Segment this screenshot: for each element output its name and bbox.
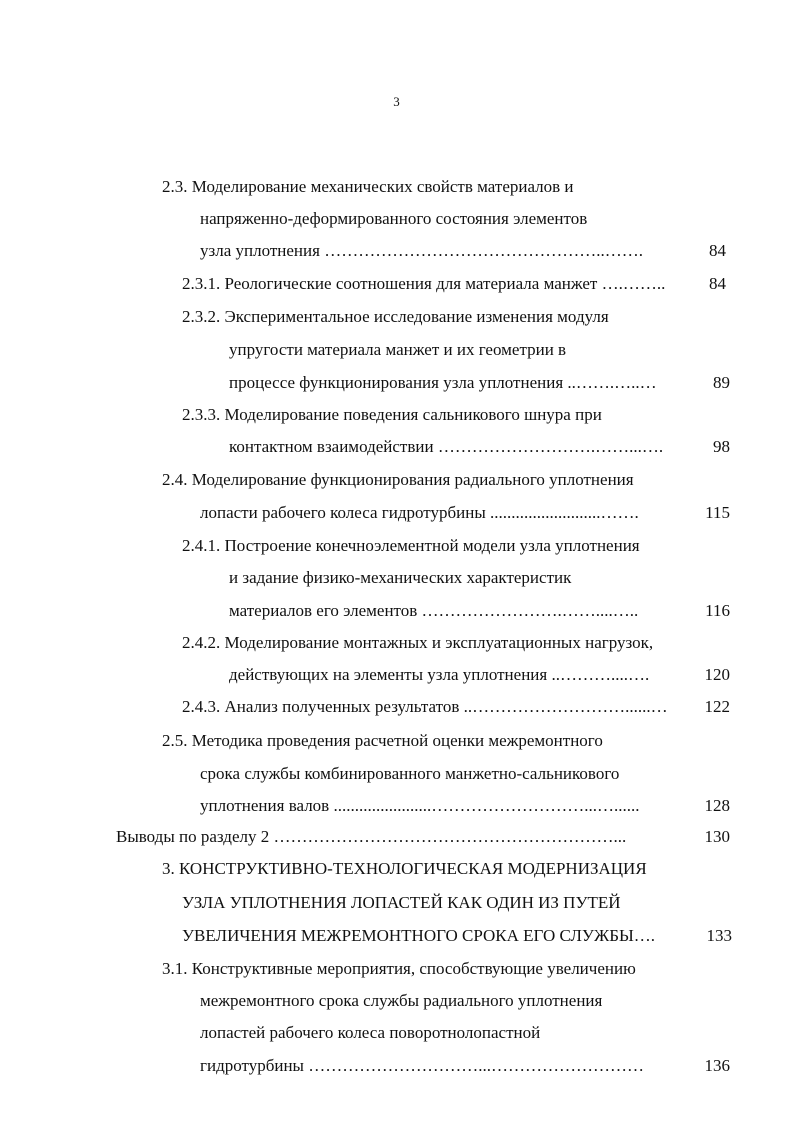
toc-2-3-line-2: напряженно-деформированного состояния элементов <box>200 209 588 228</box>
toc-2-4-3-line-1: 2.4.3. Анализ полученных результатов ..………………………......… <box>182 697 668 716</box>
toc-3-page: 133 <box>706 926 732 945</box>
toc-2-3-3-line-1: 2.3.3. Моделирование поведения сальникового шнура при <box>182 405 602 424</box>
toc-2-4-line-1: 2.4. Моделирование функционирования радиального уплотнения <box>162 470 634 489</box>
toc-2-4-1-line-3: материалов его элементов …………………….……....….. <box>229 601 639 620</box>
toc-conclusions-line-1: Выводы по разделу 2 ……………………………………………………... <box>116 827 627 846</box>
toc-3-1-line-3: лопастей рабочего колеса поворотнолопастной <box>200 1023 541 1042</box>
toc-2-3-page: 84 <box>709 241 726 260</box>
toc-3-line-2: УЗЛА УПЛОТНЕНИЯ ЛОПАСТЕЙ КАК ОДИН ИЗ ПУТЕЙ <box>182 893 621 912</box>
toc-3-line-1: 3. КОНСТРУКТИВНО-ТЕХНОЛОГИЧЕСКАЯ МОДЕРНИЗАЦИЯ <box>162 859 647 878</box>
toc-2-3-3-line-2: контактном взаимодействии ……………………….……...…. <box>229 437 664 456</box>
toc-2-4-1-page: 116 <box>705 601 730 620</box>
toc-2-4-1-line-1: 2.4.1. Построение конечноэлементной модели узла уплотнения <box>182 536 640 555</box>
toc-2-3-1-line-1: 2.3.1. Реологические соотношения для материала манжет ….…….. <box>182 274 666 293</box>
toc-2-3-1-page: 84 <box>709 274 726 293</box>
toc-2-4-1-line-2: и задание физико-механических характеристик <box>229 568 572 587</box>
toc-3-1-line-2: межремонтного срока службы радиального уплотнения <box>200 991 603 1010</box>
toc-2-5-line-3: уплотнения валов .......................………………………...…...... <box>200 796 640 815</box>
toc-2-3-2-line-1: 2.3.2. Экспериментальное исследование изменения модуля <box>182 307 609 326</box>
toc-2-4-2-page: 120 <box>704 665 730 684</box>
toc-2-4-page: 115 <box>705 503 730 522</box>
toc-3-1-page: 136 <box>704 1056 730 1075</box>
toc-3-1-line-1: 3.1. Конструктивные мероприятия, способствующие увеличению <box>162 959 636 978</box>
toc-2-4-2-line-1: 2.4.2. Моделирование монтажных и эксплуатационных нагрузок, <box>182 633 654 652</box>
toc-2-3-3-page: 98 <box>713 437 730 456</box>
toc-2-5-line-2: срока службы комбинированного манжетно-сальникового <box>200 764 620 783</box>
toc-conclusions-page: 130 <box>704 827 730 846</box>
toc-2-5-line-1: 2.5. Методика проведения расчетной оценки межремонтного <box>162 731 603 750</box>
toc-2-3-line-3: узла уплотнения …………………………………………..……. <box>200 241 643 260</box>
toc-2-3-2-line-3: процессе функционирования узла уплотнения ..…….…..… <box>229 373 657 392</box>
toc-2-5-page: 128 <box>704 796 730 815</box>
toc-2-3-2-page: 89 <box>713 373 730 392</box>
toc-3-line-3: УВЕЛИЧЕНИЯ МЕЖРЕМОНТНОГО СРОКА ЕГО СЛУЖБЫ…. <box>182 926 656 945</box>
toc-3-1-line-4: гидротурбины …………………………...……………………… <box>200 1056 644 1075</box>
toc-2-4-line-2: лопасти рабочего колеса гидротурбины ..........................……. <box>200 503 639 522</box>
toc-2-4-2-line-2: действующих на элементы узла уплотнения ..………....…. <box>229 665 650 684</box>
toc-2-4-3-page: 122 <box>704 697 730 716</box>
page-number: 3 <box>393 94 400 109</box>
toc-2-3-line-1: 2.3. Моделирование механических свойств материалов и <box>162 177 574 196</box>
toc-2-3-2-line-2: упругости материала манжет и их геометрии в <box>229 340 567 359</box>
